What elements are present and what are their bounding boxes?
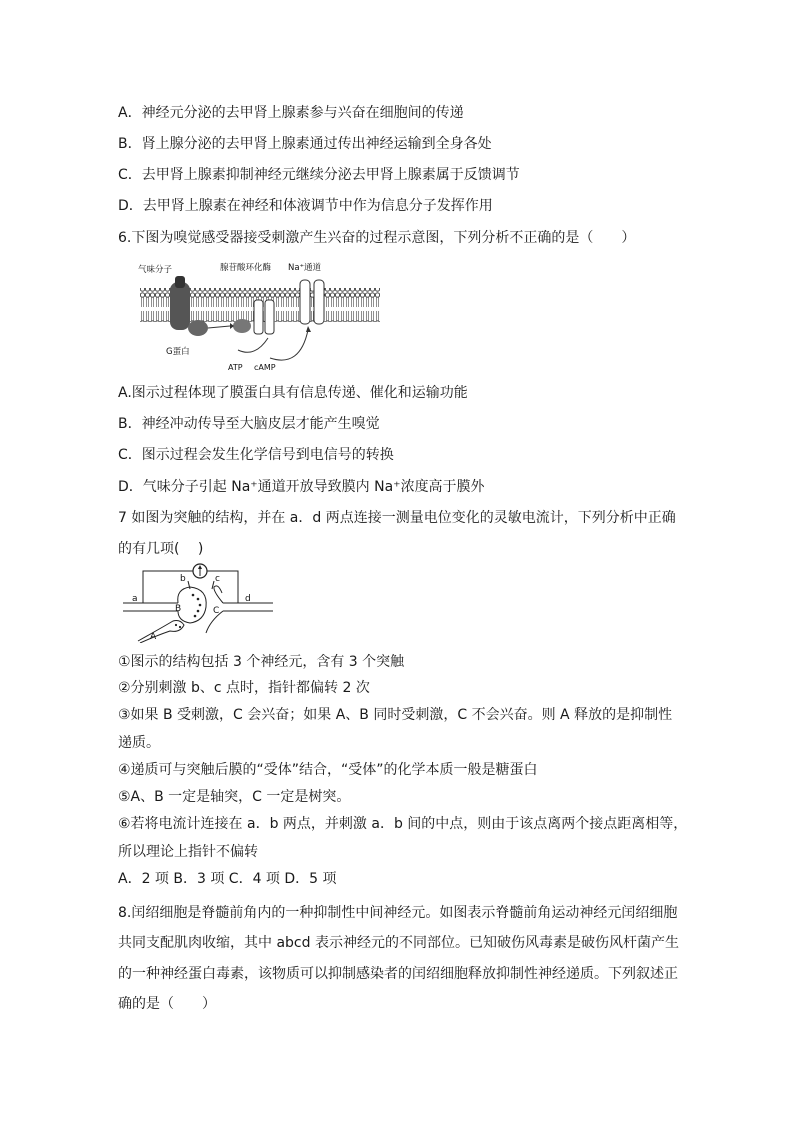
- q7-statement-6-line2: 所以理论上指针不偏转: [118, 844, 258, 860]
- adenylate-cyclase: [254, 300, 263, 334]
- na-channel: [300, 280, 310, 324]
- adenylate-cyclase-label: 腺苷酸环化酶: [220, 263, 272, 273]
- odor-molecule-label: 气味分子: [138, 265, 173, 275]
- camp-label: cAMP: [254, 363, 276, 372]
- q7-stem-line2: 的有几项( ): [118, 541, 204, 557]
- g-protein: [188, 320, 208, 336]
- q7-statement-2: ②分别刺激 b、c 点时，指针都偏转 2 次: [118, 680, 370, 696]
- q7-statement-3-line2: 递质。: [118, 735, 160, 751]
- q7-stem-line1: 7 如图为突触的结构，并在 a．d 两点连接一测量电位变化的灵敏电流计，下列分析中正确: [118, 510, 676, 526]
- q7-options: A．2 项 B．3 项 C．4 项 D．5 项: [118, 871, 337, 887]
- q6-olfactory-receptor-figure: [130, 258, 390, 376]
- q7-statement-6-line1: ⑥若将电流计连接在 a．b 两点，并刺激 a．b 间的中点，则由于该点离两个接点距离相等，: [118, 816, 688, 832]
- q7-statement-3-line1: ③如果 B 受刺激，C 会兴奋；如果 A、B 同时受刺激，C 不会兴奋。则 A 释放的是抑制性: [118, 707, 673, 723]
- q8-stem-line1: 8.闰绍细胞是脊髓前角内的一种抑制性中间神经元。如图表示脊髓前角运动神经元闰绍细胞: [118, 905, 678, 921]
- label-b: b: [180, 574, 186, 584]
- q8-stem-line4: 确的是（ ）: [118, 996, 216, 1012]
- label-A: A: [150, 632, 157, 642]
- label-C: C: [213, 606, 220, 616]
- q6-option-b: B．神经冲动传导至大脑皮层才能产生嗅觉: [118, 416, 380, 432]
- q5-option-a: A．神经元分泌的去甲肾上腺素参与兴奋在细胞间的传递: [118, 105, 464, 121]
- atp-label: ATP: [228, 363, 243, 372]
- g-protein-label: G蛋白: [166, 347, 190, 357]
- q8-stem-line2: 共同支配肌肉收缩，其中 abcd 表示神经元的不同部位。已知破伤风毒素是破伤风杆菌产生: [118, 935, 679, 951]
- q7-synapse-figure: [118, 561, 278, 643]
- q5-option-d: D．去甲肾上腺素在神经和体液调节中作为信息分子发挥作用: [118, 198, 493, 214]
- label-c-small: c: [215, 574, 220, 584]
- q7-statement-4: ④递质可与突触后膜的“受体”结合，“受体”的化学本质一般是糖蛋白: [118, 762, 538, 778]
- q7-statement-5: ⑤A、B 一定是轴突，C 一定是树突。: [118, 789, 351, 805]
- q7-statement-1: ①图示的结构包括 3 个神经元，含有 3 个突触: [118, 654, 405, 670]
- q6-option-c: C．图示过程会发生化学信号到电信号的转换: [118, 447, 394, 463]
- q6-option-a: A.图示过程体现了膜蛋白具有信息传递、催化和运输功能: [118, 385, 468, 401]
- q6-stem: 6.下图为嗅觉感受器接受刺激产生兴奋的过程示意图，下列分析不正确的是（ ）: [118, 230, 636, 246]
- receptor-protein: [170, 282, 190, 330]
- label-B: B: [175, 604, 182, 614]
- label-a: a: [132, 594, 138, 604]
- na-channel-label: Na⁺通道: [288, 263, 322, 273]
- q8-stem-line3: 的一种神经蛋白毒素，该物质可以抑制感染者的闰绍细胞释放抑制性神经递质。下列叙述正: [118, 966, 678, 982]
- label-d: d: [245, 594, 251, 604]
- q5-option-c: C．去甲肾上腺素抑制神经元继续分泌去甲肾上腺素属于反馈调节: [118, 167, 520, 183]
- q5-option-b: B．肾上腺分泌的去甲肾上腺素通过传出神经运输到全身各处: [118, 136, 492, 152]
- q6-option-d: D．气味分子引起 Na⁺通道开放导致膜内 Na⁺浓度高于膜外: [118, 479, 485, 495]
